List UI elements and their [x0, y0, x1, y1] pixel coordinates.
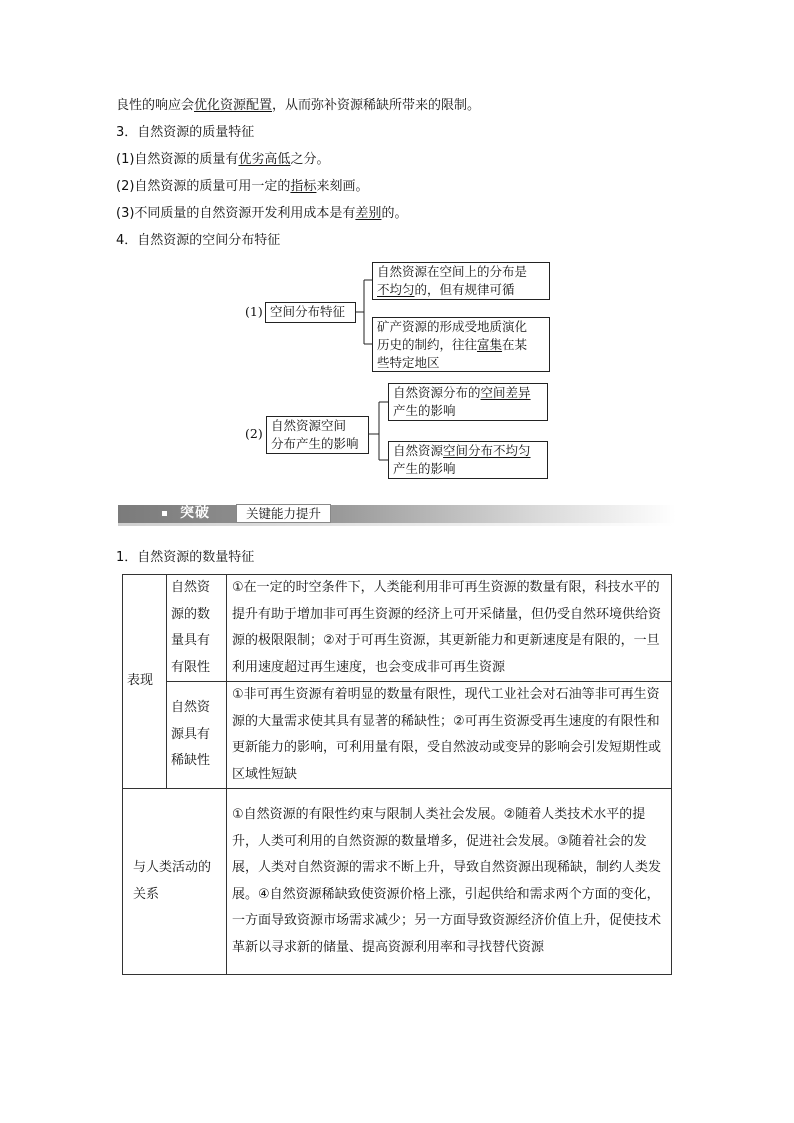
item3-text-b: 的。: [381, 206, 408, 221]
row-group-human-relation: 与人类活动的关系: [123, 789, 227, 975]
diagram-connectors: [0, 0, 794, 500]
row-text-scarcity: ①非可再生资源有着明显的数量有限性，现代工业社会对石油等非可再生资源的大量需求使其具有显著的稀缺性；②可再生资源受再生速度的有限性和更新能力的影响，可利用量有限，受自然波动或变异的影响会引发短期性或区域性短缺: [227, 682, 672, 789]
diagram2-branch-a-line1: [393, 384, 543, 402]
row-text-finite: ①在一定的时空条件下，人类能利用非可再生资源的数量有限，科技水平的提升有助于增加非可再生资源的经济上可开采储量，但仍受自然环境供给资源的极限限制；②对于可再生资源，其更新能力和更新速度是有限的，一旦利用速度超过再生速度，也会变成非可再生资源: [227, 575, 672, 682]
diagram1-branch-b-line2: [377, 336, 545, 354]
bullet-square-icon: [162, 511, 167, 516]
diagram1-branch-b: [372, 317, 550, 372]
row-sub-scarcity: 自然资源具有稀缺性: [167, 682, 227, 789]
diagram2-branch-b-line1: [393, 442, 543, 460]
table-row: [123, 682, 672, 789]
diagram2-branch-b: [388, 441, 548, 479]
intro-text-a: 良性的响应会: [116, 98, 195, 113]
diagram1-branch-b-text-a: 历史的制约，往往: [377, 337, 478, 352]
intro-underlined: 优化资源配置: [194, 98, 273, 113]
diagram1-number: (1): [245, 304, 263, 319]
diagram2-label-line2: 分布产生的影响: [271, 436, 359, 451]
row-text-human-relation: ①自然资源的有限性约束与限制人类社会发展。②随着人类技术水平的提升，人类可利用的自然资源的数量增多，促进社会发展。③随着社会的发展，人类对自然资源的需求不断上升，导致自然资源出现稀缺，制约人类发展。④自然资源稀缺致使资源价格上涨，引起供给和需求两个方面的变化，一方面导致资源市场需求减少；另一方面导致资源经济价值上升，促使技术革新以寻求新的储量、提高资源利用率和寻找替代资源: [227, 789, 672, 975]
diagram2-branch-a: [388, 383, 548, 421]
diagram1-label: 空间分布特征: [270, 304, 346, 319]
table-row: [123, 789, 672, 975]
diagram1-branch-a-underlined: 不均匀: [377, 282, 415, 297]
intro-text-b: ，从而弥补资源稀缺所带来的限制。: [272, 98, 481, 113]
diagram2-branch-a-underlined: 空间差异: [480, 385, 531, 400]
diagram1-branch-a: [372, 262, 550, 300]
diagram2-branch-a-text: 自然资源分布的: [393, 385, 481, 400]
item2-text-a: (2)自然资源的质量可用一定的: [116, 179, 291, 194]
section-banner-shadow: [118, 523, 676, 526]
item3-text-a: (3)不同质量的自然资源开发利用成本是有: [116, 206, 356, 221]
diagram2-branch-b-underlined: 空间分布不均匀: [443, 443, 531, 458]
row-group-performance: 表现: [123, 575, 167, 789]
diagram2-label-box: [266, 416, 369, 454]
row-sub-finite: 自然资源的数量具有有限性: [167, 575, 227, 682]
section4-heading: 4．自然资源的空间分布特征: [116, 233, 281, 248]
diagram1-branch-b-text-b: 在某: [502, 337, 528, 352]
item1-text-a: (1)自然资源的质量有: [116, 152, 239, 167]
diagram1-branch-b-line3: 些特定地区: [377, 355, 440, 370]
quantity-features-table: [122, 574, 672, 975]
item1-underlined: 优劣高低: [238, 152, 291, 167]
section3-heading: 3．自然资源的质量特征: [116, 125, 255, 140]
item2-text-b: 来刻画。: [316, 179, 369, 194]
table-row: [123, 575, 672, 682]
diagram1-branch-a-line1: 自然资源在空间上的分布是: [377, 264, 528, 279]
item2-underlined: 指标: [290, 179, 317, 194]
banner-title: 突破: [180, 505, 210, 521]
diagram1-branch-a-line2: [377, 281, 545, 299]
diagram1-branch-b-underlined: 富集: [477, 337, 503, 352]
banner-subtitle: 关键能力提升: [236, 504, 331, 523]
item3-underlined: 差别: [355, 206, 382, 221]
diagram2-branch-a-line2: 产生的影响: [393, 403, 456, 418]
diagram1-branch-a-text: 的，但有规律可循: [414, 282, 515, 297]
diagram2-branch-b-text: 自然资源: [393, 443, 444, 458]
diagram2-label-line1: 自然资源空间: [271, 418, 347, 433]
item1-text-b: 之分。: [290, 152, 330, 167]
diagram1-branch-b-line1: 矿产资源的形成受地质演化: [377, 319, 528, 334]
diagram1-label-box: [265, 302, 356, 323]
quantity-section-heading: 1．自然资源的数量特征: [116, 550, 255, 565]
diagram2-number: (2): [245, 426, 263, 441]
diagram2-branch-b-line2: 产生的影响: [393, 461, 456, 476]
